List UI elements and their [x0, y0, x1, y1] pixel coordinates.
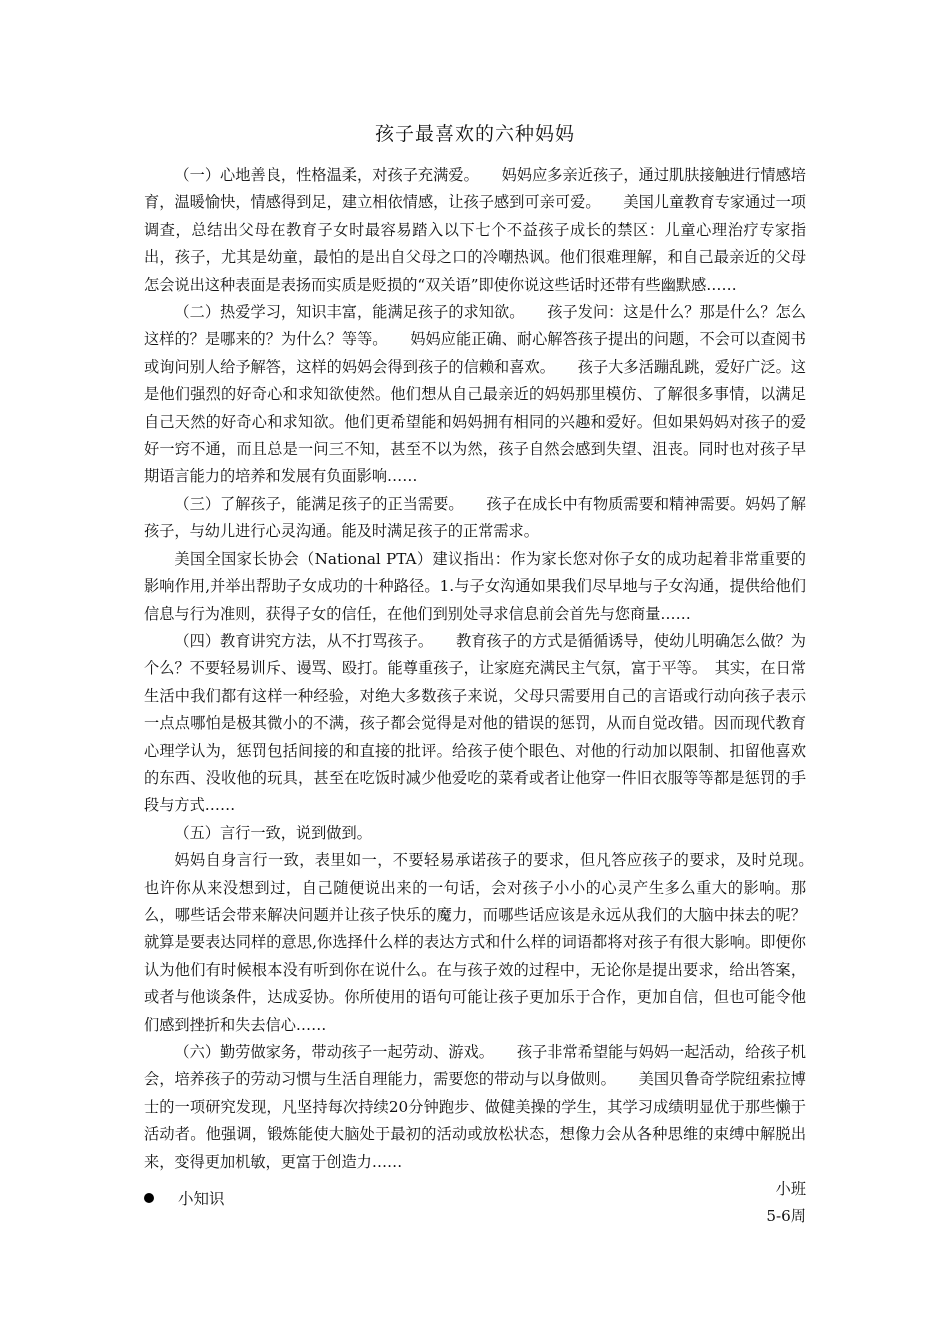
paragraph-7: 妈妈自身言行一致，表里如一，不要轻易承诺孩子的要求，但凡答应孩子的要求，及时兑现。 也许你从来没想到过，自己随便说出来的一句话，会对孩子小小的心灵产生多么重大的影响。那么，哪些话会带来解决问题并让孩子快乐的魔力，而哪些话应该是永远从我们的大脑中抹去的呢？就算是要表达同样的意思,你选择什么样的表达方式和什么样的词语都将对孩子有很大影响。即便你认为他们有时候根本没有听到你在说什么。在与孩子效的过程中，无论你是提出要求，给出答案，或者与他谈条件，达成妥协。你所使用的语句可能让孩子更加乐于合作，更加自信，但也可能令他们感到挫折和失去信心……: [144, 851, 837, 1034]
document-title: 孩子最喜欢的六种妈妈: [374, 123, 575, 145]
signature-week: 5-6周: [766, 1207, 806, 1226]
paragraph-4: 美国全国家长协会（National PTA）建议指出：作为家长您对你子女的成功起着非常重要的影响作用,并举出帮助子女成功的十种路径。1.与子女沟通如果我们尽早地与子女沟通，提供给他们信息与行为准则，获得子女的信任，在他们到别处寻求信息前会首先与您商量……: [144, 549, 806, 623]
bullet-list-item: [144, 1184, 225, 1212]
bullet-dot-icon: [144, 1193, 154, 1203]
paragraph-8: （六）勤劳做家务，带动孩子一起劳动、游戏。 孩子非常希望能与妈妈一起活动，给孩子机会，培养孩子的劳动习惯与生活自理能力，需要您的带动与以身做则。 美国贝鲁奇学院纽索拉博士的一项研究发现，凡坚持每次持续20分钟跑步、做健美操的学生，其学习成绩明显优于那些懒于活动者。他强调，锻炼能使大脑处于最初的活动或放松状态，想像力会从各种思维的束缚中解脱出来，变得更加机敏，更富于创造力……: [144, 1043, 806, 1171]
bullet-item-label: 小知识: [178, 1190, 225, 1208]
paragraph-2: （二）热爱学习，知识丰富，能满足孩子的求知欲。 孩子发问：这是什么？那是什么？怎么这样的？是哪来的？为什么？等等。 妈妈应能正确、耐心解答孩子提出的问题，不会可以查阅书或询问别人给予解答，这样的妈妈会得到孩子的信赖和喜欢。 孩子大多活蹦乱跳，爱好广泛。这是他们强烈的好奇心和求知欲使然。他们想从自己最亲近的妈妈那里模仿、了解很多事情，以满足自己天然的好奇心和求知欲。他们更希望能和妈妈拥有相同的兴趣和爱好。但如果妈妈对孩子的爱好一窍不通，而且总是一问三不知，甚至不以为然，孩子自然会感到失望、沮丧。同时也对孩子早期语言能力的培养和发展有负面影响……: [144, 303, 806, 486]
signature-class: 小班: [775, 1180, 806, 1199]
paragraph-3: （三）了解孩子，能满足孩子的正当需要。 孩子在成长中有物质需要和精神需要。妈妈了解孩子，与幼儿进行心灵沟通。能及时满足孩子的正常需求。: [144, 494, 806, 541]
paragraph-1: （一）心地善良，性格温柔，对孩子充满爱。 妈妈应多亲近孩子，通过肌肤接触进行情感培育，温暖愉快，情感得到足，建立相依情感，让孩子感到可亲可爱。 美国儿童教育专家通过一项调查，总结出父母在教育子女时最容易踏入以下七个不益孩子成长的禁区：儿童心理治疗专家指出，孩子，尤其是幼童，最怕的是出自父母之口的冷嘲热讽。他们很难理解，和自己最亲近的父母怎会说出这种表面是表扬而实质是贬损的“双关语”即使你说这些话时还带有些幽默感……: [144, 166, 806, 294]
paragraph-6: （五）言行一致，说到做到。: [174, 823, 372, 842]
document-body: [144, 162, 837, 1231]
paragraph-5: （四）教育讲究方法，从不打骂孩子。 教育孩子的方式是循循诱导，使幼儿明确怎么做？为个么？不要轻易训斥、谩骂、殴打。能尊重孩子，让家庭充满民主气氛，富于平等。 其实，在日常生活中我们都有这样一种经验，对绝大多数孩子来说，父母只需要用自己的言语或行动向孩子表示一点点哪怕是极其微小的不满，孩子都会觉得是对他的错误的惩罚，从而自觉改错。因而现代教育心理学认为，惩罚包括间接的和直接的批评。给孩子使个眼色、对他的行动加以限制、扣留他喜欢的东西、没收他的玩具，甚至在吃饭时减少他爱吃的菜肴或者让他穿一件旧衣服等等都是惩罚的手段与方式……: [144, 631, 806, 815]
